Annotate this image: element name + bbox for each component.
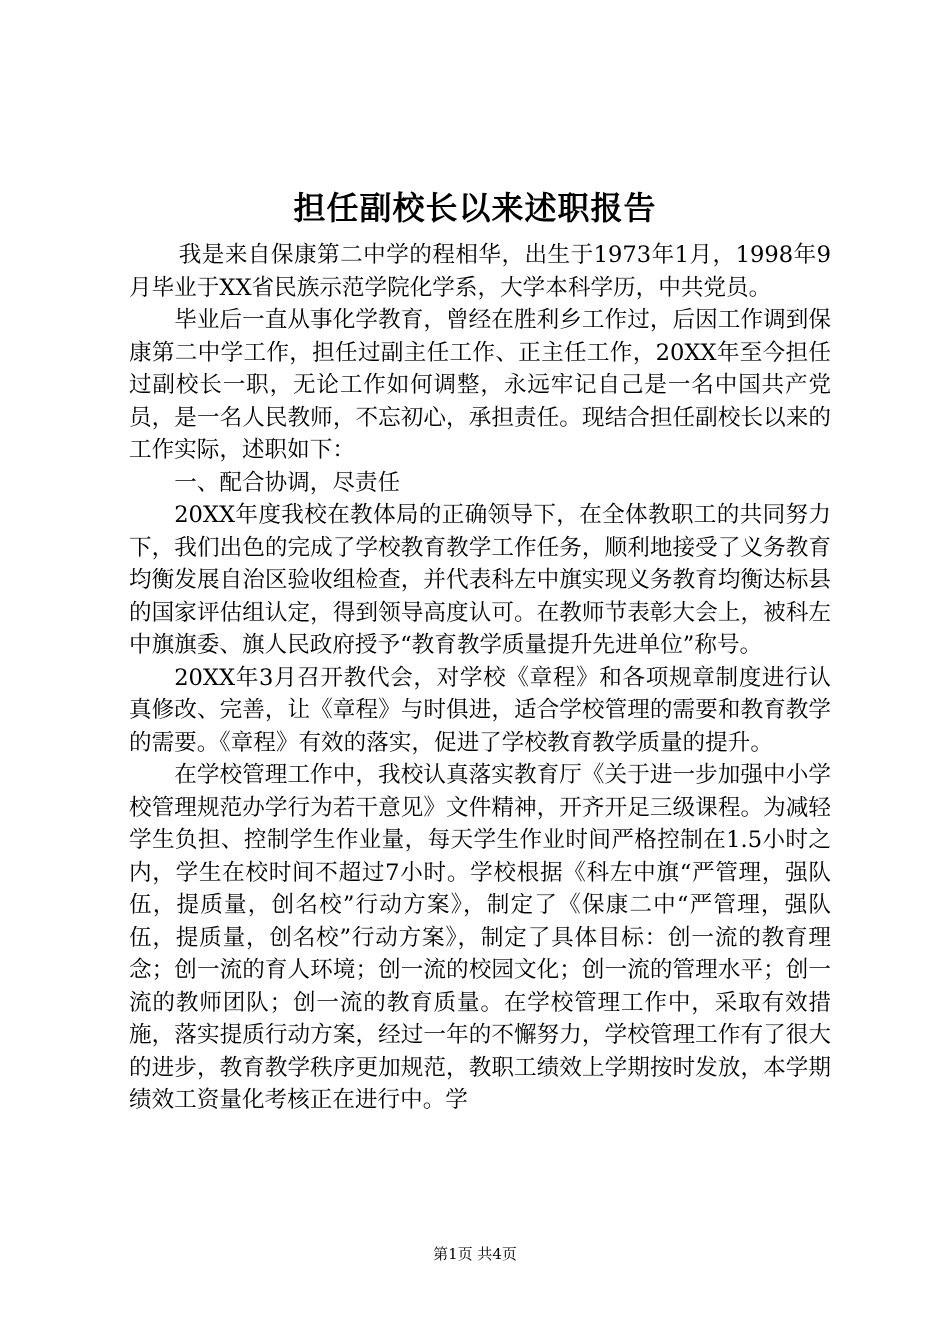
paragraph-charter: 20XX年3月召开教代会，对学校《章程》和各项规章制度进行认真修改、完善，让《章程》与时俱进，适合学校管理的需要和教育教学的需要。《章程》有效的落实，促进了学校教育教学质量的提升。 (129, 664, 831, 756)
paragraph-career: 毕业后一直从事化学教育，曾经在胜利乡工作过，后因工作调到保康第二中学工作，担任过副主任工作、正主任工作，20XX年至今担任过副校长一职，无论工作如何调整，永远牢记自己是一名中国共产党员，是一名人民教师，不忘初心，承担责任。现结合担任副校长以来的工作实际，述职如下： (129, 307, 831, 463)
paragraph-intro: 我是来自保康第二中学的程相华，出生于1973年1月，1998年9月毕业于XX省民族示范学院化学系，大学本科学历，中共党员。 (129, 242, 831, 301)
document-body (129, 239, 831, 1117)
paragraph-school-management: 在学校管理工作中，我校认真落实教育厅《关于进一步加强中小学校管理规范办学行为若干意见》文件精神，开齐开足三级课程。为减轻学生负担、控制学生作业量，每天学生作业时间严格控制在1.5小时之内，学生在校时间不超过7小时。学校根据《科左中旗“严管理，强队伍，提质量，创名校”行动方案》，制定了《保康二中“严管理，强队伍，提质量，创名校”行动方案》，制定了具体目标：创一流的教育理念；创一流的育人环境；创一流的校园文化；创一流的管理水平；创一流的教师团队；创一流的教育质量。在学校管理工作中，采取有效措施，落实提质行动方案，经过一年的不懈努力，学校管理工作有了很大的进步，教育教学秩序更加规范，教职工绩效上学期按时发放，本学期绩效工资量化考核正在进行中。学 (129, 762, 831, 1113)
section-heading-1: 一、配合协调，尽责任 (174, 469, 401, 496)
page-number-footer: 第1页 共4页 (433, 1245, 517, 1263)
paragraph-annual-work: 20XX年度我校在教体局的正确领导下，在全体教职工的共同努力下，我们出色的完成了学校教育教学工作任务，顺利地接受了义务教育均衡发展自治区验收组检查，并代表科左中旗实现义务教育均衡达标县的国家评估组认定，得到领导高度认可。在教师节表彰大会上，被科左中旗旗委、旗人民政府授予“教育教学质量提升先进单位”称号。 (129, 502, 831, 658)
document-title: 担任副校长以来述职报告 (293, 189, 657, 227)
